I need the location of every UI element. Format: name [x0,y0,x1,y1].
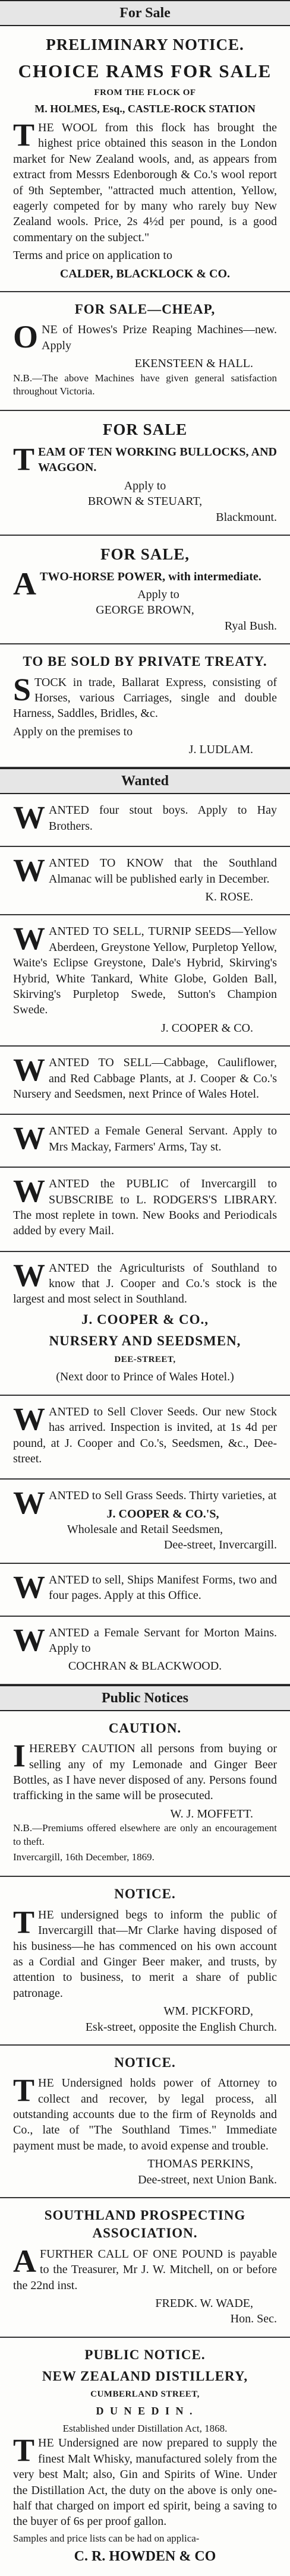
ad-notice-pickford [0,1877,290,2045]
ad-heading: NOTICE. [114,2055,176,2070]
ad-heading: SOUTHLAND PROSPECTING ASSOCIATION. [44,2208,246,2241]
ad-body: ONE of Howes's Prize Reaping Machines—new. Apply [13,319,277,355]
ad-place: Dee-street, next Union Bank. [138,2173,277,2186]
ad-body: WANTED the PUBLIC of Invercargill to SUBSCRIBE to L. RODGERS'S LIBRARY. The most replete in town. New Books and Periodicals added by every Mail. [13,1173,277,1238]
ad-wanted-morton [0,1617,290,1685]
ad-body: WANTED the Agriculturists of Southland to know that J. Cooper and Co.'s stock is the largest and most select in Southland. [13,1257,277,1306]
ad-signature: THOMAS PERKINS, [147,2157,253,2171]
ad-wanted-clover [0,1396,290,1480]
nursery-street: DEE-STREET, [114,1354,176,1364]
ad-owner: M. HOLMES, Esq., CASTLE-ROCK STATION [34,103,256,115]
ad-signature: W. J. MOFFETT. [170,1807,253,1820]
ad-place: Blackmount. [216,510,277,524]
ad-heading: FOR SALE—CHEAP, [74,301,216,317]
ad-apply: Apply to [137,587,179,601]
section-header-wanted: Wanted [0,768,290,794]
section-header-public-notices: Public Notices [0,1685,290,1711]
ad-wanted-grass [0,1480,290,1564]
ad-place: Esk-street, opposite the English Church. [85,2020,277,2034]
ad-signature: J. LUDLAM. [188,743,253,757]
ad-apply: Apply on the premises to [13,725,133,738]
ad-body: AFURTHER CALL OF ONE POUND is payable to the Treasurer, Mr J. W. Mitchell, on or before the 22nd inst. [13,2243,277,2292]
ad-name: J. COOPER & CO.'S, [106,1507,219,1521]
ad-city: D U N E D I N . [96,2405,194,2417]
ad-signature: WM. PICKFORD, [163,2005,253,2018]
ad-trade: Wholesale and Retail Seedsmen, [67,1523,223,1537]
ad-body: WANTED four stout boys. Apply to Hay Brothers. [13,799,277,836]
ad-body: WANTED TO SELL, TURNIP SEEDS—Yellow Aberdeen, Greystone Yellow, Purpletop Yellow, Waite's Eclipse Greystone, Dale's Hybrid, Skirving's Hybrid, White Tankard, White Globe, Golden Ball, Skirving's Purpletop Swede, Sutton's Champion Swede. [13,921,277,1017]
ad-wanted-turnip-seeds [0,915,290,1047]
ad-heading: NOTICE. [114,1886,176,1902]
ad-signature: C. R. HOWDEN & CO [74,2549,216,2565]
ad-body: STOCK in trade, Ballarat Express, consisting of Horses, various Carriages, single and double Harness, Saddles, Bridles, &c. [13,671,277,720]
ad-signature: EKENSTEEN & HALL. [134,357,253,371]
ad-body: THE undersigned begs to inform the public of Invercargill that—Mr Clarke having disposed of his business—he has commenced on his own account as a Cordial and Ginger Beer maker, and trusts, by attention to business, to merit a share of public patronage. [13,1904,277,2000]
ad-signature: COCHRAN & BLACKWOOD. [68,1660,222,1673]
ad-established: Established under Distillation Act, 1868. [62,2422,228,2434]
ad-heading: PRELIMINARY NOTICE. [46,36,244,53]
ad-title: CHOICE RAMS FOR SALE [18,60,272,81]
ad-signature: GEORGE BROWN, [96,603,194,617]
ad-place: Dee-street, Invercargill. [163,1538,277,1552]
ad-signature: K. ROSE. [205,890,253,904]
ad-nb: N.B.—The above Machines have given general satisfaction throughout Victoria. [13,372,277,397]
ad-signature: CALDER, BLACKLOCK & CO. [59,267,231,280]
ad-horse-power [0,536,290,644]
ad-body: THE Undersigned holds power of Attorney to collect and recover, by legal process, all outstanding accounts due to the firm of Reynolds and Co., late of "The Southland Times." Immediate payment must be made, to avoid expense and trouble. [13,2072,277,2153]
ad-terms: Terms and price on application to [13,249,172,263]
ad-reaping-machines [0,292,290,411]
ad-samples: Samples and price lists can be had on applica- [13,2532,200,2544]
ad-wanted-agriculturists [0,1252,290,1396]
ad-wanted-almanac [0,847,290,915]
nursery-trade: NURSERY AND SEEDSMEN, [49,1333,241,1349]
ad-heading: FOR SALE [102,421,188,439]
ad-title: NEW ZEALAND DISTILLERY, [42,2369,248,2384]
nursery-name: J. COOPER & CO., [81,1311,209,1327]
ad-body: TEAM OF TEN WORKING BULLOCKS, AND WAGGON. [13,441,277,478]
ad-heading: FOR SALE, [100,545,190,563]
ad-wanted-boys [0,794,290,847]
section-header-for-sale: For Sale [0,0,290,26]
ad-body: WANTED to Sell Clover Seeds. Our new Stock has arrived. Inspection is invited, at 1s 4d per pound, at J. Cooper and Co.'s, Seedsmen, &c., Dee-street. [13,1401,277,1465]
ad-heading: CAUTION. [108,1720,182,1736]
ad-bullocks [0,411,290,536]
ad-body: THE Undersigned are now prepared to supply the finest Malt Whisky, manufactured solely from the very best Malt; also, Gin and Spirits of Wine. Under the Distillation Act, the duty on the above is only one-half that charged on import ed spirit, being a saving to the buyer of 6s per proof gallon. [13,2432,277,2528]
ad-new-zealand-distillery [0,2338,290,2576]
ad-caution [0,1711,290,1878]
ad-role: Hon. Sec. [230,2312,277,2326]
ad-body: WANTED to sell, Ships Manifest Forms, two and four pages. Apply at this Office. [13,1569,277,1605]
ad-body: WANTED to Sell Grass Seeds. Thirty varieties, at [13,1485,277,1521]
ad-body: WANTED a Female General Servant. Apply to Mrs Mackay, Farmers' Arms, Tay st. [13,1120,277,1156]
ad-street: CUMBERLAND STREET, [90,2389,200,2400]
ad-date: Invercargill, 16th December, 1869. [13,1851,155,1863]
ad-place: Ryal Bush. [224,619,277,633]
ad-heading: TO BE SOLD BY PRIVATE TREATY. [23,654,267,669]
ad-body: WANTED TO SELL—Cabbage, Cauliflower, and Red Cabbage Plants, at J. Cooper & Co.'s Nursery and Seedsmen, next Prince of Wales Hotel. [13,1052,277,1101]
ad-body: IHEREBY CAUTION all persons from buying or selling any of my Lemonade and Ginger Beer Bottles, as I have never disposed of any. Persons found trafficking in the same will be prosecuted. [13,1738,277,1803]
ad-heading: PUBLIC NOTICE. [84,2347,206,2362]
ad-southland-prospecting [0,2198,290,2338]
nursery-location: (Next door to Prince of Wales Hotel.) [56,1370,234,1384]
ad-wanted-library [0,1168,290,1252]
ad-wanted-servant [0,1115,290,1168]
ad-nb: N.B.—Premiums offered elsewhere are only an encouragement to theft. [13,1822,277,1847]
ad-wanted-cabbage [0,1047,290,1115]
ad-signature: FREDK. W. WADE, [155,2296,253,2310]
ad-body: ATWO-HORSE POWER, with intermediate. [13,565,261,602]
ad-private-treaty [0,644,290,768]
ad-subtitle: FROM THE FLOCK OF [94,87,196,97]
ad-body: THE WOOL from this flock has brought the highest price obtained this season in the London market for New Zealand wools, and, as appears from extract from Messrs Edenborough & Co.'s wool report of 9th September, "attracted much attention, Yellow, eagerly competed for by many who rarely buy New Zealand wools. Price, 2s 4½d per pound, is a good commentary on the subject." [13,117,277,244]
ad-wanted-ships-forms [0,1564,290,1617]
ad-signature: BROWN & STEUART, [87,495,203,508]
ad-notice-perkins [0,2046,290,2198]
ad-signature: J. COOPER & CO. [160,1021,253,1035]
ad-body: WANTED TO KNOW that the Southland Almanac will be published early in December. [13,852,277,889]
ad-apply: Apply to [124,479,166,492]
ad-choice-rams [0,26,290,292]
ad-body: WANTED a Female Servant for Morton Mains. Apply to [13,1622,277,1658]
